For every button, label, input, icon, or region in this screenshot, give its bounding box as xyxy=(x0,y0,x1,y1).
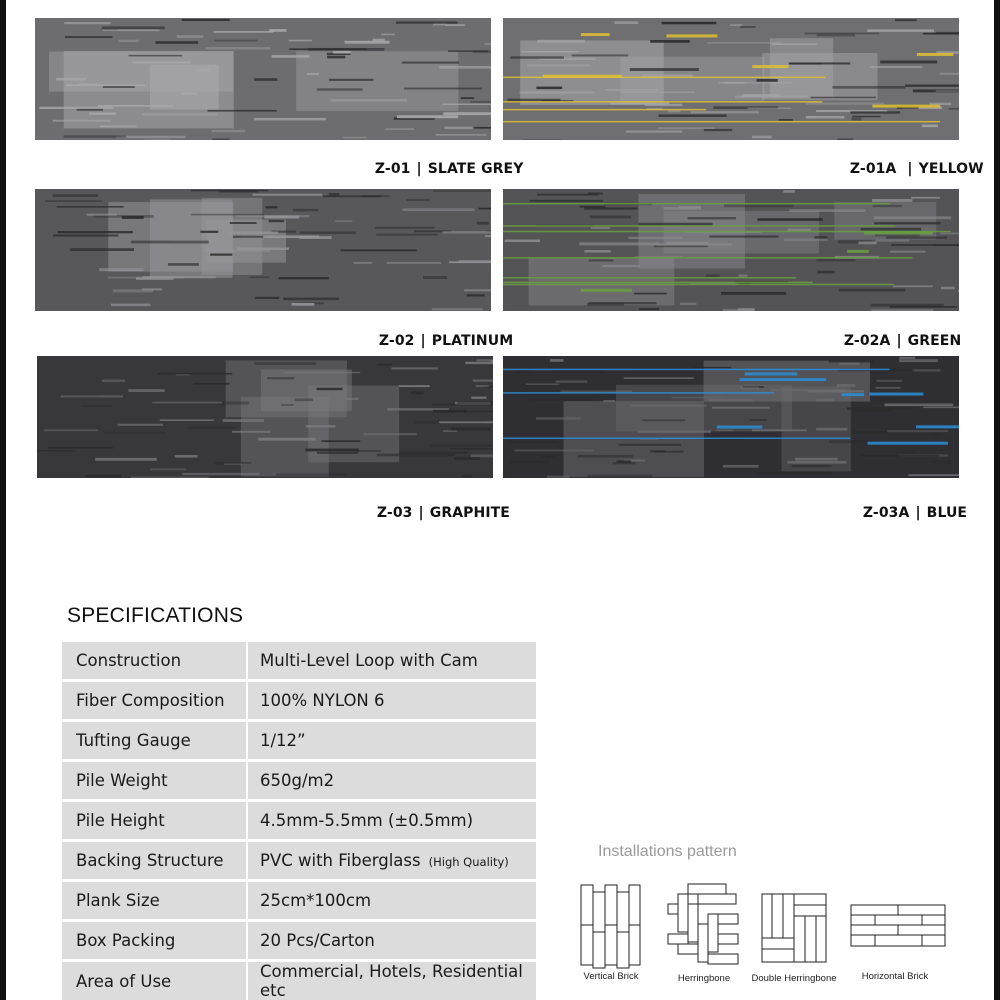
sample-code: Z-03A xyxy=(862,505,910,521)
spec-label: Pile Height xyxy=(62,802,246,839)
sample-color-name: GREEN xyxy=(907,333,962,349)
sample-color-name: GRAPHITE xyxy=(429,505,510,521)
spec-row xyxy=(62,682,536,719)
caption-z-01a: Z-01A | YELLOW xyxy=(849,161,984,177)
spec-label: Plank Size xyxy=(62,882,246,919)
spec-value: 100% NYLON 6 xyxy=(248,682,536,719)
spec-value: 1/12” xyxy=(248,722,536,759)
specifications-title: SPECIFICATIONS xyxy=(67,604,244,627)
caption-z-01: Z-01 | SLATE GREY xyxy=(374,161,524,177)
spec-value: PVC with Fiberglass (High Quality) xyxy=(248,842,536,879)
caption-z-02: Z-02 | PLATINUM xyxy=(378,333,514,349)
specifications-table xyxy=(60,639,538,1000)
sample-code: Z-01 xyxy=(374,161,411,177)
caption-z-03a: Z-03A | BLUE xyxy=(862,505,968,521)
spec-row xyxy=(62,722,536,759)
spec-row xyxy=(62,922,536,959)
spec-value: 4.5mm-5.5mm (±0.5mm) xyxy=(248,802,536,839)
spec-row xyxy=(62,882,536,919)
herringbone-icon xyxy=(666,882,742,972)
pattern-label-double-herringbone: Double Herringbone xyxy=(751,973,837,984)
carpet-texture xyxy=(37,356,493,478)
spec-label: Fiber Composition xyxy=(62,682,246,719)
spec-label: Area of Use xyxy=(62,962,246,1000)
spec-label: Box Packing xyxy=(62,922,246,959)
pattern-label-horizontal-brick: Horizontal Brick xyxy=(861,971,929,982)
installation-title: Installations pattern xyxy=(598,843,737,860)
carpet-texture xyxy=(503,18,959,140)
product-sheet xyxy=(6,0,994,1000)
sample-color-name: BLUE xyxy=(926,505,968,521)
carpet-texture xyxy=(503,356,959,478)
spec-label: Pile Weight xyxy=(62,762,246,799)
spec-value: 20 Pcs/Carton xyxy=(248,922,536,959)
sample-code: Z-03 xyxy=(376,505,413,521)
spec-row xyxy=(62,962,536,1000)
spec-value: 650g/m2 xyxy=(248,762,536,799)
sample-color-name: SLATE GREY xyxy=(427,161,524,177)
swatch-z-02 xyxy=(35,189,491,311)
sample-color-name: PLATINUM xyxy=(431,333,514,349)
swatch-z-01 xyxy=(35,18,491,140)
spec-label: Backing Structure xyxy=(62,842,246,879)
vertical-brick-icon xyxy=(580,884,642,970)
spec-row xyxy=(62,642,536,679)
caption-z-03: Z-03 | GRAPHITE xyxy=(376,505,510,521)
sample-code: Z-01A xyxy=(849,161,897,177)
spec-label: Tufting Gauge xyxy=(62,722,246,759)
spec-value: Multi-Level Loop with Cam xyxy=(248,642,536,679)
swatch-z-01a xyxy=(503,18,959,140)
pattern-label-vertical-brick: Vertical Brick xyxy=(583,971,639,982)
spec-note: (High Quality) xyxy=(428,855,509,869)
sample-code: Z-02A xyxy=(843,333,891,349)
double-herringbone-icon xyxy=(761,893,827,963)
spec-value: Commercial, Hotels, Residential etc xyxy=(248,962,536,1000)
sample-code: Z-02 xyxy=(378,333,415,349)
carpet-texture xyxy=(35,18,491,140)
swatch-z-03 xyxy=(37,356,493,478)
spec-row xyxy=(62,842,536,879)
swatch-z-03a xyxy=(503,356,959,478)
carpet-texture xyxy=(35,189,491,311)
spec-row xyxy=(62,762,536,799)
spec-label: Construction xyxy=(62,642,246,679)
caption-z-02a: Z-02A | GREEN xyxy=(843,333,962,349)
sample-color-name: YELLOW xyxy=(918,161,984,177)
spec-value: 25cm*100cm xyxy=(248,882,536,919)
horizontal-brick-icon xyxy=(850,904,946,948)
carpet-texture xyxy=(503,189,959,311)
pattern-label-herringbone: Herringbone xyxy=(677,973,731,984)
swatch-z-02a xyxy=(503,189,959,311)
spec-row xyxy=(62,802,536,839)
